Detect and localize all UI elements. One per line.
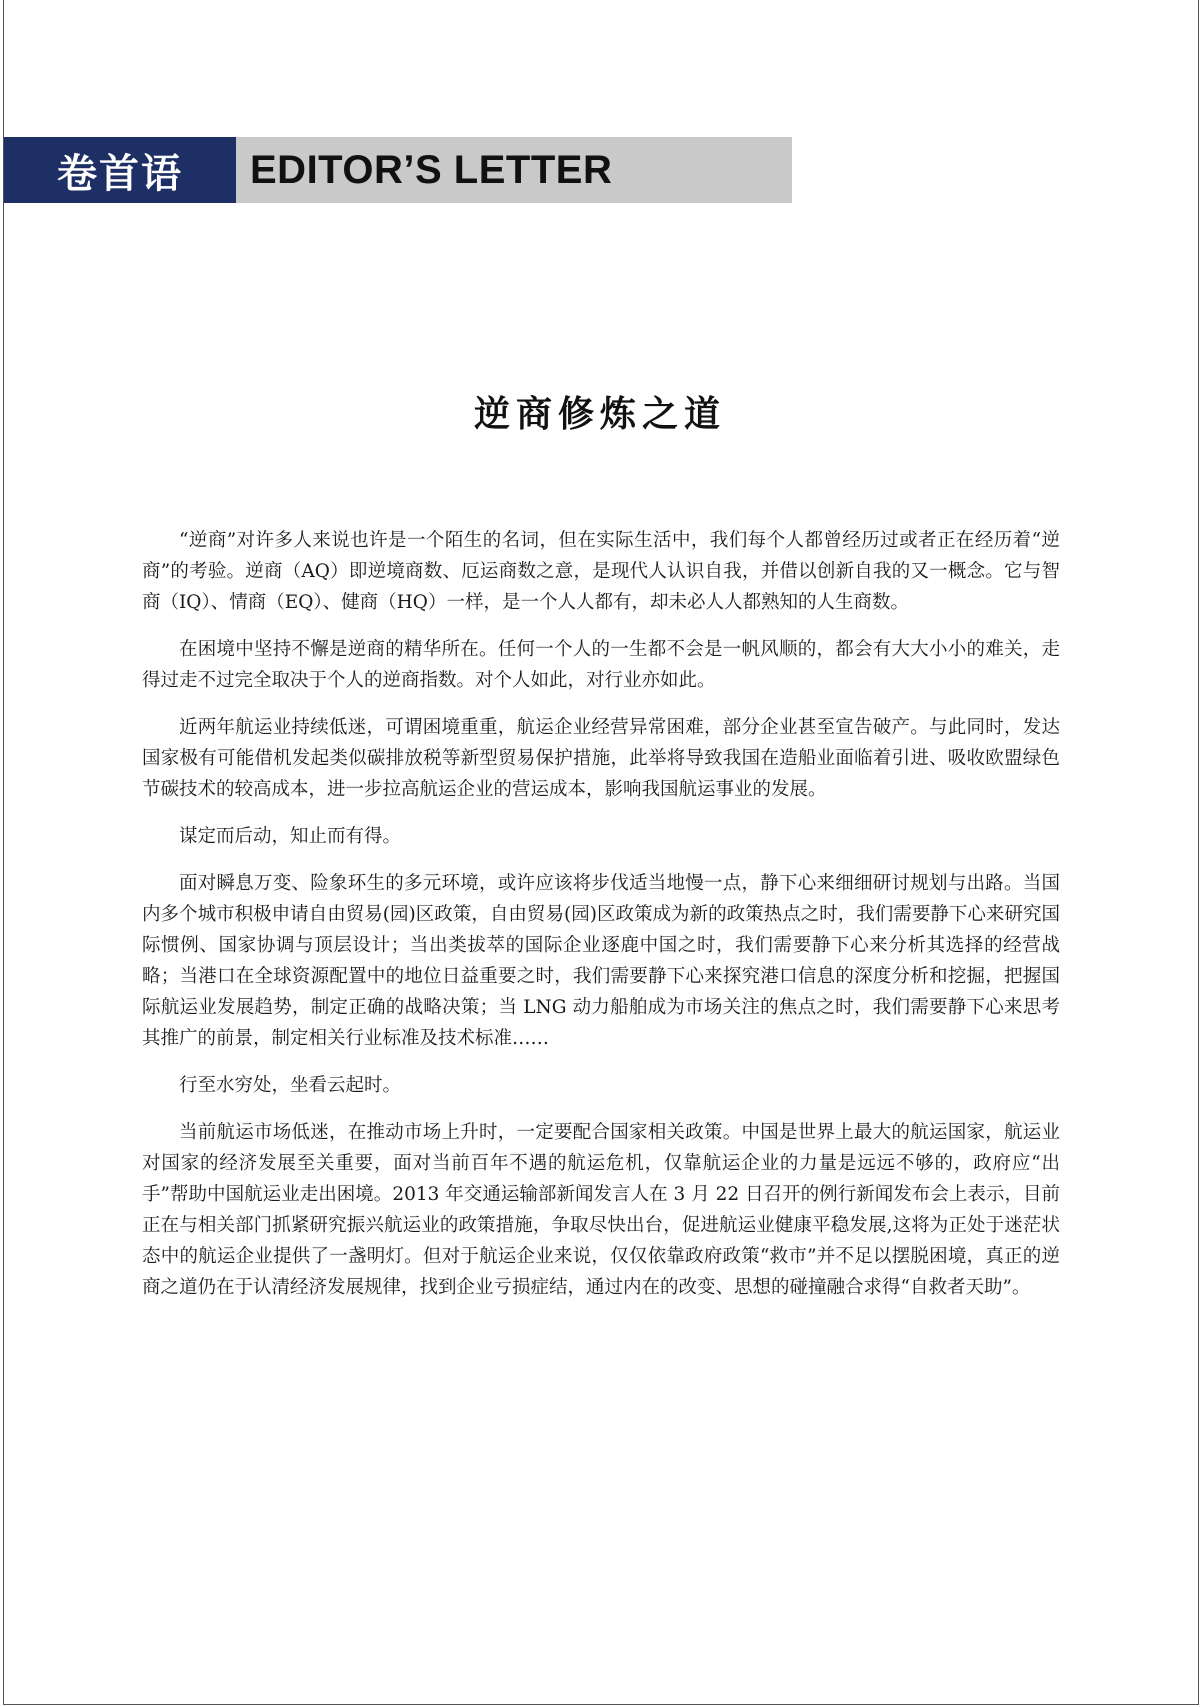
section-label-en: EDITOR’S LETTER: [236, 137, 792, 203]
article-body: [142, 525, 1060, 1319]
paragraph: 在困境中坚持不懈是逆商的精华所在。任何一个人的一生都不会是一帆风顺的，都会有大大小小的难关，走得过走不过完全取决于个人的逆商指数。对个人如此，对行业亦如此。: [142, 639, 1060, 691]
paragraph: 谋定而后动，知止而有得。: [179, 826, 402, 847]
section-header: [4, 137, 792, 203]
paragraph: 行至水穷处，坐看云起时。: [179, 1075, 402, 1096]
paragraph: “逆商”对许多人来说也许是一个陌生的名词，但在实际生活中，我们每个人都曾经历过或者正在经历着“逆商”的考验。逆商（AQ）即逆境商数、厄运商数之意，是现代人认识自我，并借以创新自我的又一概念。它与智商（IQ）、情商（EQ）、健商（HQ）一样，是一个人人都有，却未必人人都熟知的人生商数。: [142, 530, 1060, 613]
article-title: 逆商修炼之道: [473, 393, 726, 435]
paragraph: 近两年航运业持续低迷，可谓困境重重，航运企业经营异常困难，部分企业甚至宣告破产。与此同时，发达国家极有可能借机发起类似碳排放税等新型贸易保护措施，此举将导致我国在造船业面临着引进、吸收欧盟绿色节碳技术的较高成本，进一步拉高航运企业的营运成本，影响我国航运事业的发展。: [142, 717, 1060, 800]
section-label-cn: 卷首语: [4, 137, 236, 203]
paragraph: 当前航运市场低迷，在推动市场上升时，一定要配合国家相关政策。中国是世界上最大的航运国家，航运业对国家的经济发展至关重要，面对当前百年不遇的航运危机，仅靠航运企业的力量是远远不够的，政府应“出手”帮助中国航运业走出困境。2013 年交通运输部新闻发言人在 3 月 22 日召开的例行新闻发布会上表示，目前正在与相关部门抓紧研究振兴航运业的政策措施，争取尽快出台，促进航运业健康平稳发展,这将为正处于迷茫状态中的航运企业提供了一盏明灯。但对于航运企业来说，仅仅依靠政府政策“救市”并不足以摆脱困境，真正的逆商之道仍在于认清经济发展规律，找到企业亏损症结，通过内在的改变、思想的碰撞融合求得“自救者天助”。: [142, 1122, 1060, 1298]
paragraph: 面对瞬息万变、险象环生的多元环境，或许应该将步伐适当地慢一点，静下心来细细研讨规划与出路。当国内多个城市积极申请自由贸易(园)区政策，自由贸易(园)区政策成为新的政策热点之时，我们需要静下心来研究国际惯例、国家协调与顶层设计；当出类拔萃的国际企业逐鹿中国之时，我们需要静下心来分析其选择的经营战略；当港口在全球资源配置中的地位日益重要之时，我们需要静下心来探究港口信息的深度分析和挖掘，把握国际航运业发展趋势，制定正确的战略决策；当 LNG 动力船舶成为市场关注的焦点之时，我们需要静下心来思考其推广的前景，制定相关行业标准及技术标准……: [142, 873, 1060, 1049]
